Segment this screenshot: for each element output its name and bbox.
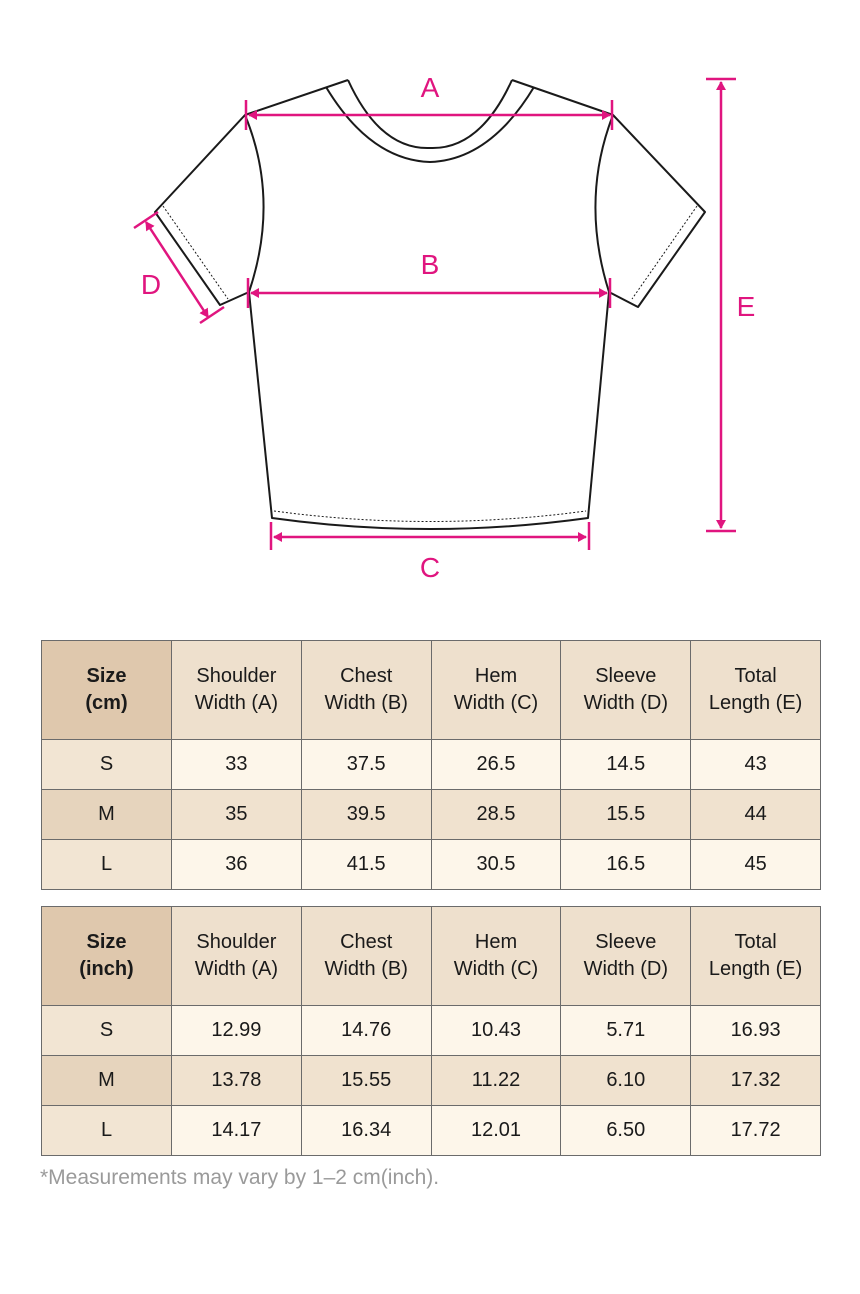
table-cell: 13.78 <box>172 1056 302 1106</box>
table-cell: 12.99 <box>172 1006 302 1056</box>
table-header-row <box>42 641 821 740</box>
header-total-length: Total Length (E) <box>691 907 821 1006</box>
table-cell: 15.5 <box>561 790 691 840</box>
tshirt-measurement-diagram <box>0 0 860 600</box>
table-cell: 14.5 <box>561 740 691 790</box>
header-total-length: Total Length (E) <box>691 641 821 740</box>
table-cell: 39.5 <box>301 790 431 840</box>
header-size-inch: Size (inch) <box>42 907 172 1006</box>
table-cell: 10.43 <box>431 1006 561 1056</box>
table-cell: 15.55 <box>301 1056 431 1106</box>
size-cell: S <box>42 740 172 790</box>
table-cell: 26.5 <box>431 740 561 790</box>
table-row <box>42 1056 821 1106</box>
header-chest-width: Chest Width (B) <box>301 907 431 1006</box>
table-cell: 6.50 <box>561 1106 691 1156</box>
table-cell: 17.72 <box>691 1106 821 1156</box>
tshirt-outline <box>155 80 705 529</box>
header-sleeve-width: Sleeve Width (D) <box>561 907 691 1006</box>
table-row <box>42 790 821 840</box>
table-row <box>42 1106 821 1156</box>
table-cell: 16.5 <box>561 840 691 890</box>
header-shoulder-width: Shoulder Width (A) <box>172 641 302 740</box>
table-row <box>42 740 821 790</box>
label-d: D <box>140 269 162 300</box>
table-cell: 33 <box>172 740 302 790</box>
table-cell: 41.5 <box>301 840 431 890</box>
table-cell: 6.10 <box>561 1056 691 1106</box>
header-chest-width: Chest Width (B) <box>301 641 431 740</box>
table-cell: 43 <box>691 740 821 790</box>
table-cell: 16.34 <box>301 1106 431 1156</box>
label-e: E <box>736 291 756 322</box>
header-hem-width: Hem Width (C) <box>431 907 561 1006</box>
size-cell: L <box>42 1106 172 1156</box>
table-cell: 37.5 <box>301 740 431 790</box>
header-shoulder-width: Shoulder Width (A) <box>172 907 302 1006</box>
size-cell: M <box>42 1056 172 1106</box>
label-b: B <box>420 249 440 280</box>
size-cell: S <box>42 1006 172 1056</box>
table-cell: 11.22 <box>431 1056 561 1106</box>
measurement-note: *Measurements may vary by 1–2 cm(inch). <box>40 1166 440 1189</box>
table-cell: 12.01 <box>431 1106 561 1156</box>
table-header-row <box>42 907 821 1006</box>
table-cell: 30.5 <box>431 840 561 890</box>
header-hem-width: Hem Width (C) <box>431 641 561 740</box>
table-cell: 45 <box>691 840 821 890</box>
table-cell: 5.71 <box>561 1006 691 1056</box>
table-cell: 16.93 <box>691 1006 821 1056</box>
table-cell: 14.76 <box>301 1006 431 1056</box>
table-cell: 28.5 <box>431 790 561 840</box>
size-cell: L <box>42 840 172 890</box>
header-sleeve-width: Sleeve Width (D) <box>561 641 691 740</box>
header-size-cm: Size (cm) <box>42 641 172 740</box>
size-table-inch <box>41 906 821 1156</box>
label-a: A <box>420 72 440 103</box>
table-row <box>42 1006 821 1056</box>
table-cell: 17.32 <box>691 1056 821 1106</box>
table-cell: 36 <box>172 840 302 890</box>
table-row <box>42 840 821 890</box>
size-cell: M <box>42 790 172 840</box>
table-cell: 35 <box>172 790 302 840</box>
table-cell: 44 <box>691 790 821 840</box>
size-table-cm <box>41 640 821 890</box>
table-cell: 14.17 <box>172 1106 302 1156</box>
label-c: C <box>419 552 441 583</box>
